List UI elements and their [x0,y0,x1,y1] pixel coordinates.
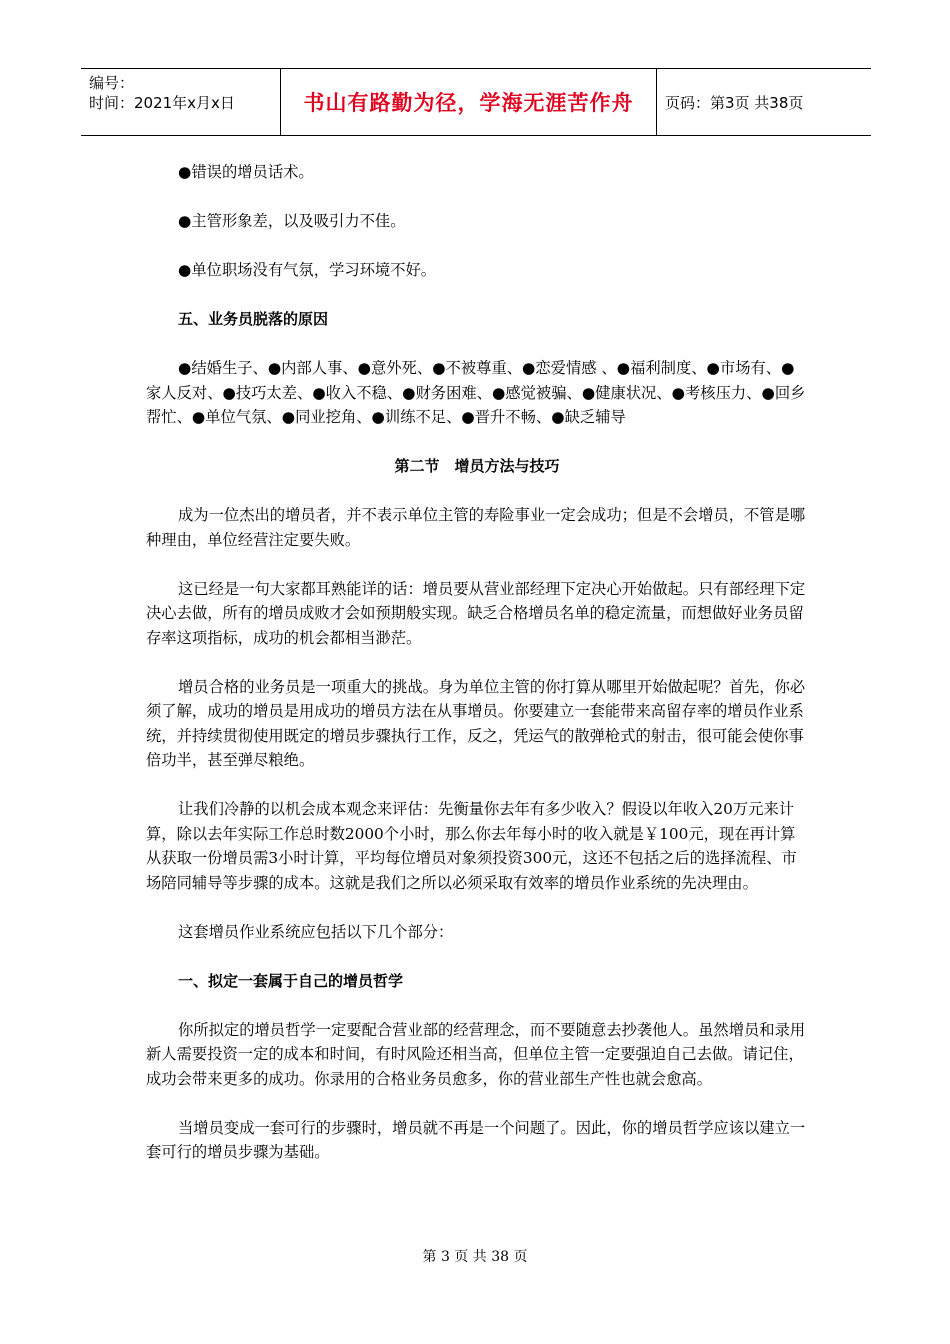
paragraph: 这套增员作业系统应包括以下几个部分： [178,922,454,941]
chapter-title: 第二节 增员方法与技巧 [394,457,560,475]
page-header [81,68,871,136]
document-body [146,160,808,1165]
paragraph: 当增员变成一套可行的步骤时，增员就不再是一个问题了。因此，你的增员哲学应该以建立一套可行的增员步骤为基础。 [146,1118,806,1161]
header-motto: 书山有路勤为径，学海无涯苦作舟 [281,69,657,135]
section-heading: 五、业务员脱落的原因 [178,310,329,328]
paragraph: 这已经是一句大家都耳熟能详的话：增员要从营业部经理下定决心开始做起。只有部经理下定决心去做，所有的增员成败才会如预期般实现。缺乏合格增员名单的稳定流量，而想做好业务员留存率这项指标，成功的机会都相当渺茫。 [146,579,806,647]
paragraph: 你所拟定的增员哲学一定要配合营业部的经营理念，而不要随意去抄袭他人。虽然增员和录用新人需要投资一定的成本和时间，有时风险还相当高，但单位主管一定要强迫自己去做。请记住，成功会带来更多的成功。你录用的合格业务员愈多，你的营业部生产性也就会愈高。 [146,1020,806,1088]
reasons-list: ●结婚生子、●内部人事、●意外死、●不被尊重、●恋爱情感 、●福利制度、●市场有、●家人反对、●技巧太差、●收入不稳、●财务困难、●感觉被骗、●健康状况、●考核压力、●回乡帮忙、●单位气氛、●同业挖角、●训练不足、●晋升不畅、●缺乏辅导 [146,359,806,426]
paragraph: 增员合格的业务员是一项重大的挑战。身为单位主管的你打算从哪里开始做起呢？首先，你必须了解，成功的增员是用成功的增员方法在从事增员。你要建立一套能带来高留存率的增员作业系统，并持续贯彻使用既定的增员步骤执行工作，反之，凭运气的散弹枪式的射击，很可能会使你事倍功半，甚至弹尽粮绝。 [146,677,806,769]
page-footer: 第 3 页 共 38 页 [422,1249,528,1265]
section-heading: 一、拟定一套属于自己的增员哲学 [178,971,404,990]
header-page-info: 页码：第3页 共38页 [665,93,804,112]
paragraph: 让我们冷静的以机会成本观念来评估：先衡量你去年有多少收入？假设以年收入20万元来计算，除以去年实际工作总时数2000个小时，那么你去年每小时的收入就是￥100元，现在再计算从获取一份增员需3小时计算，平均每位增员对象须投资300元，这还不包括之后的选择流程、市场陪同辅导等步骤的成本。这就是我们之所以必须采取有效率的增员作业系统的先决理由。 [146,800,797,892]
header-left-cell [81,69,281,135]
bullet-item: ●单位职场没有气氛，学习环境不好。 [178,261,437,279]
date-label: 时间：2021年x月x日 [89,94,235,112]
bullet-item: ●主管形象差，以及吸引力不佳。 [178,212,406,230]
paragraph: 成为一位杰出的增员者，并不表示单位主管的寿险事业一定会成功；但是不会增员，不管是哪种理由，单位经营注定要失败。 [146,506,806,549]
bullet-item: ●错误的增员话术。 [178,163,314,181]
code-label: 编号： [89,74,135,92]
